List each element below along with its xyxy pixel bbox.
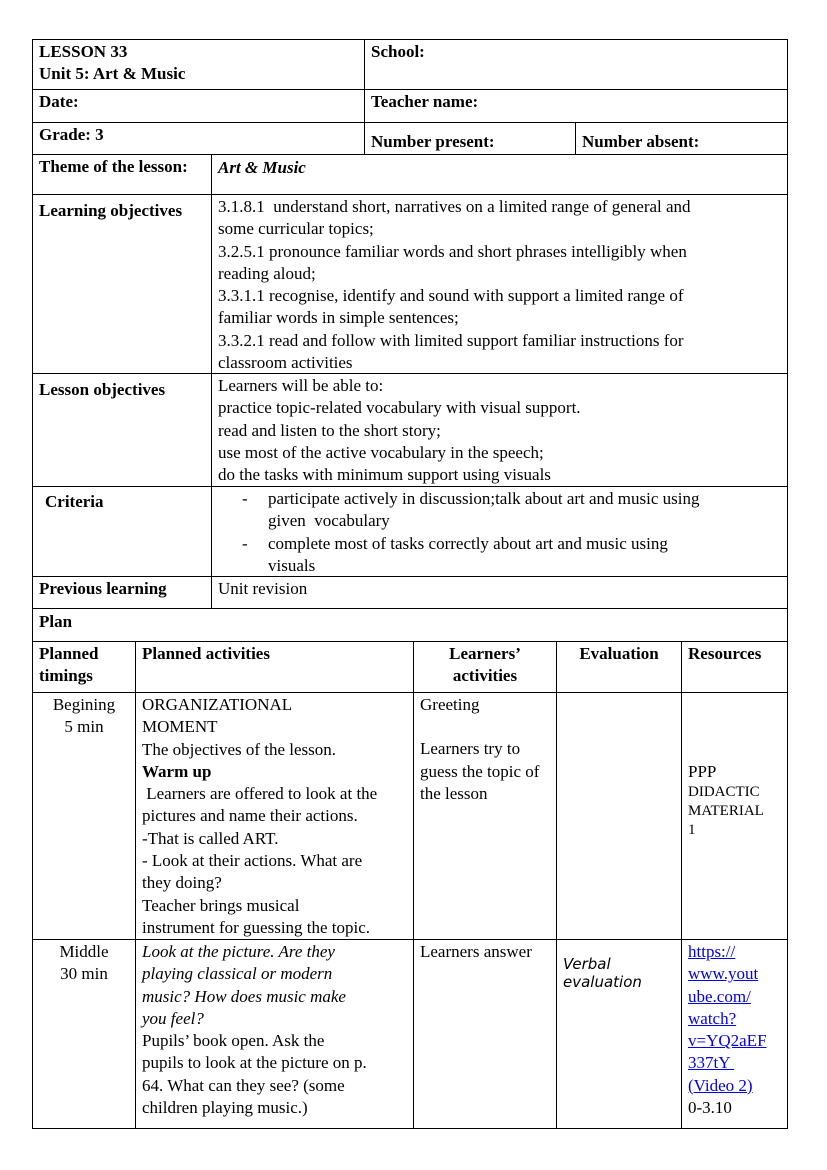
learning-objective-line: classroom activities: [218, 353, 353, 373]
activity-question-line: you feel?: [142, 1008, 204, 1028]
row-middle-evaluation: [556, 939, 682, 1129]
lesson-objectives-label: Lesson objectives: [39, 380, 166, 399]
criteria-cell: [211, 486, 788, 577]
activity-line: Learners are offered to look at the: [142, 784, 378, 804]
col-header-text: Resources: [688, 644, 762, 663]
evaluation-line: Verbal: [563, 955, 611, 973]
number-present-label: Number present:: [371, 132, 495, 151]
resource-line: MATERIAL: [688, 803, 764, 820]
col-header-text: timings: [39, 666, 93, 686]
video-link-part[interactable]: watch?: [688, 1008, 737, 1028]
video-timecode: 0-3.10: [688, 1098, 732, 1118]
previous-learning-value: Unit revision: [218, 579, 308, 598]
video-link-part[interactable]: https://: [688, 942, 736, 961]
activity-question-line: playing classical or modern: [142, 964, 333, 984]
col-header-timings: [32, 641, 136, 693]
learners-line: Learners answer: [420, 942, 532, 961]
bullet-dash: -: [242, 533, 248, 553]
activity-line: pupils to look at the picture on p.: [142, 1053, 367, 1073]
plan-heading: Plan: [39, 612, 73, 631]
row-beginning-resources: [681, 692, 788, 940]
learning-objectives-label-cell: [32, 194, 212, 374]
activity-line: MOMENT: [142, 717, 218, 737]
activity-line: Teacher brings musical: [142, 895, 300, 915]
video-link-part[interactable]: v=YQ2aEF: [688, 1031, 767, 1051]
row-middle-resources: [681, 939, 788, 1129]
activity-line: 64. What can they see? (some: [142, 1075, 345, 1095]
activity-line: The objectives of the lesson.: [142, 739, 337, 759]
lesson-objectives-cell: [211, 373, 788, 487]
evaluation-line: evaluation: [563, 973, 642, 991]
video-link[interactable]: [688, 941, 781, 1097]
theme-label: Theme of the lesson:: [39, 157, 188, 176]
col-header-text: Planned: [39, 644, 99, 663]
learning-objective-line: reading aloud;: [218, 263, 316, 283]
learning-objective-line: familiar words in simple sentences;: [218, 308, 459, 328]
grade-label: Grade: 3: [39, 125, 104, 144]
criteria-item: [218, 533, 781, 578]
lesson-objective-line: read and listen to the short story;: [218, 420, 441, 440]
resource-line: PPP: [688, 762, 717, 781]
school-cell[interactable]: [364, 39, 788, 90]
date-label: Date:: [39, 92, 79, 111]
theme-value: Art & Music: [218, 158, 306, 177]
col-header-text: activities: [452, 666, 518, 686]
bullet-dash: -: [242, 489, 248, 508]
number-present-cell[interactable]: [364, 122, 576, 155]
learners-line: Learners try to: [420, 739, 521, 759]
previous-learning-label: Previous learning: [39, 579, 167, 598]
row-beginning-timing: [32, 692, 136, 940]
criteria-label: Criteria: [45, 492, 104, 511]
row-middle-timing: [32, 939, 136, 1129]
criteria-item-line: visuals: [268, 555, 316, 575]
col-header-evaluation: [556, 641, 682, 693]
timing-duration: 30 min: [60, 964, 108, 984]
previous-learning-label-cell: [32, 576, 212, 609]
row-middle-activities: [135, 939, 414, 1129]
lesson-objective-line: Learners will be able to:: [218, 376, 384, 395]
learning-objective-line: 3.1.8.1 understand short, narratives on a limited range of general and: [218, 197, 691, 216]
video-link-part[interactable]: (Video 2): [688, 1075, 753, 1095]
learners-line: guess the topic of: [420, 761, 540, 781]
activity-line: they doing?: [142, 873, 222, 893]
lesson-title-cell: [32, 39, 365, 90]
previous-learning-cell: [211, 576, 788, 609]
learning-objectives-cell: [211, 194, 788, 374]
col-header-learners: [413, 641, 557, 693]
row-beginning-learners: [413, 692, 557, 940]
criteria-label-cell: [32, 486, 212, 577]
video-link-part[interactable]: www.yout: [688, 964, 759, 984]
date-cell[interactable]: [32, 89, 365, 123]
activity-line: instrument for guessing the topic.: [142, 917, 371, 937]
theme-label-cell: [32, 154, 212, 195]
resource-line: 1: [688, 822, 696, 839]
teacher-cell[interactable]: [364, 89, 788, 123]
learning-objective-line: some curricular topics;: [218, 219, 374, 239]
learning-objective-line: 3.3.2.1 read and follow with limited support familiar instructions for: [218, 330, 684, 350]
grade-cell: [32, 122, 365, 155]
timing-duration: 5 min: [64, 717, 104, 737]
learning-objectives-label: Learning objectives: [39, 201, 183, 220]
activity-line: ORGANIZATIONAL: [142, 695, 293, 714]
row-beginning-activities: [135, 692, 414, 940]
criteria-item-line: participate actively in discussion;talk about art and music using: [268, 489, 700, 508]
criteria-item: [218, 488, 781, 533]
learning-objective-line: 3.3.1.1 recognise, identify and sound with support a limited range of: [218, 286, 684, 306]
lesson-objectives-label-cell: [32, 373, 212, 487]
lesson-number: LESSON 33: [39, 42, 128, 61]
criteria-item-line: complete most of tasks correctly about art and music using: [268, 533, 668, 553]
activity-question-line: music? How does music make: [142, 986, 346, 1006]
col-header-activities: [135, 641, 414, 693]
resource-line: DIDACTIC: [688, 784, 760, 801]
learning-objective-line: 3.2.5.1 pronounce familiar words and short phrases intelligibly when: [218, 241, 687, 261]
number-absent-cell[interactable]: [575, 122, 788, 155]
timing-stage: Begining: [52, 695, 116, 714]
theme-value-cell: [211, 154, 788, 195]
row-middle-learners: [413, 939, 557, 1129]
learners-line: the lesson: [420, 783, 488, 803]
lesson-objective-line: do the tasks with minimum support using visuals: [218, 465, 551, 485]
teacher-label: Teacher name:: [371, 92, 479, 111]
learners-line: Greeting: [420, 695, 480, 714]
lesson-objective-line: practice topic-related vocabulary with visual support.: [218, 398, 581, 418]
video-link-part[interactable]: ube.com/: [688, 986, 751, 1006]
activity-line: - Look at their actions. What are: [142, 851, 363, 871]
timing-stage: Middle: [59, 942, 109, 961]
number-absent-label: Number absent:: [582, 132, 700, 151]
row-beginning-evaluation: [556, 692, 682, 940]
activity-line: Pupils’ book open. Ask the: [142, 1031, 325, 1051]
col-header-resources: [681, 641, 788, 693]
activity-line: -That is called ART.: [142, 828, 279, 848]
activity-line: pictures and name their actions.: [142, 806, 358, 826]
learners-line: [420, 716, 550, 738]
plan-heading-cell: [32, 608, 788, 642]
col-header-text: Learners’: [449, 644, 521, 663]
activity-question-line: Look at the picture. Are they: [142, 942, 335, 961]
activity-line: children playing music.): [142, 1098, 308, 1118]
school-label: School:: [371, 42, 425, 61]
col-header-text: Planned activities: [142, 644, 270, 663]
video-link-part[interactable]: 337tY: [688, 1053, 735, 1073]
unit-title: Unit 5: Art & Music: [39, 64, 186, 84]
col-header-text: Evaluation: [579, 644, 659, 663]
warm-up-heading: Warm up: [142, 761, 212, 781]
criteria-item-line: given vocabulary: [268, 511, 390, 531]
lesson-objective-line: use most of the active vocabulary in the speech;: [218, 442, 544, 462]
